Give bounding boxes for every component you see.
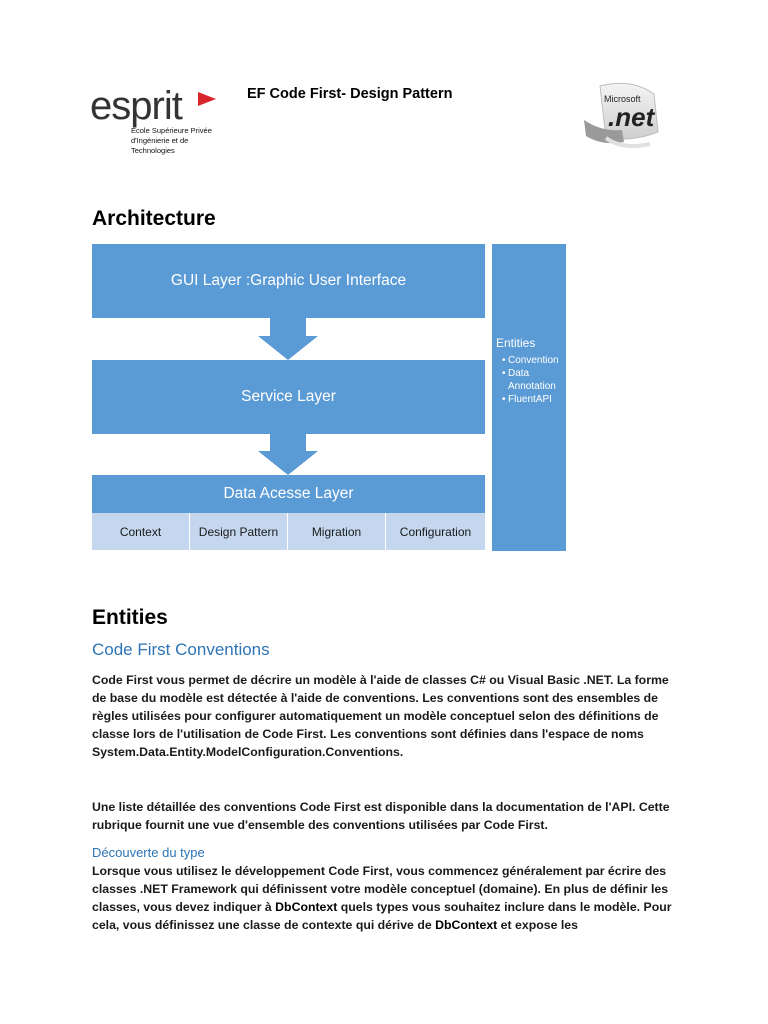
configuration-cell: Configuration: [386, 513, 485, 550]
type-discovery-heading: Découverte du type: [92, 845, 205, 860]
dbcontext-term: DbContext: [435, 918, 498, 932]
design-pattern-cell: Design Pattern: [190, 513, 288, 550]
esprit-logo-arrow-icon: [198, 92, 216, 106]
entities-heading: Entities: [92, 606, 168, 629]
service-layer-box: [92, 360, 485, 434]
esprit-logo-subtitle-2: d'Ingénierie et de Technologies: [131, 136, 189, 155]
dotnet-logo: [562, 80, 670, 152]
data-access-layer-box: [92, 475, 485, 513]
type-discovery-text-1: Lorsque vous utilisez le développement Code First, vous commencez généralement par écrire des classes .NET Framework qui définissent votre modèle conceptuel (domaine). En plus de définir les classes, vous devez indiquer à: [92, 864, 669, 914]
side-item-data-annotation: • Data Annotation: [508, 367, 566, 393]
esprit-logo: [90, 84, 230, 155]
gui-layer-label: GUI Layer :Graphic User Interface: [170, 272, 407, 289]
entities-side-panel: [492, 244, 566, 551]
type-discovery-text-2: quels types vous souhaitez inclure dans le modèle. Pour cela, vous définissez une classe de contexte qui dérive de: [92, 900, 672, 932]
migration-cell: Migration: [288, 513, 386, 550]
document-title: EF Code First- Design Pattern: [247, 86, 453, 102]
down-arrow-icon: [258, 318, 318, 360]
paragraph-conventions-list: Une liste détaillée des conventions Code First est disponible dans la documentation de l'API. Cette rubrique fournit une vue d'ensemble des conventions utilisées par Code First.: [92, 800, 670, 832]
data-layer-cells: [92, 513, 485, 550]
side-item-fluentapi: • FluentAPI: [508, 393, 566, 406]
dbcontext-term: DbContext: [275, 900, 338, 914]
entities-side-title: Entities: [496, 336, 536, 350]
paragraph-type-discovery: [92, 862, 682, 934]
architecture-heading: Architecture: [92, 207, 216, 230]
type-discovery-text-3: et expose les: [497, 918, 578, 932]
side-item-convention: • Convention: [508, 354, 566, 367]
code-first-conventions-heading: Code First Conventions: [92, 640, 270, 659]
esprit-logo-subtitle-1: Ecole Supérieure Privée: [131, 126, 212, 135]
esprit-logo-word: esprit: [90, 84, 182, 128]
data-access-layer-label: Data Acesse Layer: [223, 485, 354, 502]
service-layer-label: Service Layer: [241, 388, 336, 405]
paragraph-conventions-intro: Code First vous permet de décrire un modèle à l'aide de classes C# ou Visual Basic .NET. La forme de base du modèle est détectée à l'aide de conventions. Les conventions sont des ensembles de règles utilisées pour configurer automatiquement un modèle conceptuel selon des définitions de classe lors de l'utilisation de Code First. Les conventions sont définies dans l'espace de noms System.Data.Entity.ModelConfiguration.Conventions.: [92, 673, 669, 759]
gui-layer-box: [92, 244, 485, 318]
dotnet-logo-microsoft: Microsoft: [604, 94, 641, 104]
dotnet-logo-word: .net: [608, 102, 655, 132]
entities-side-list: [496, 354, 566, 406]
down-arrow-icon: [258, 434, 318, 475]
context-cell: Context: [92, 513, 190, 550]
